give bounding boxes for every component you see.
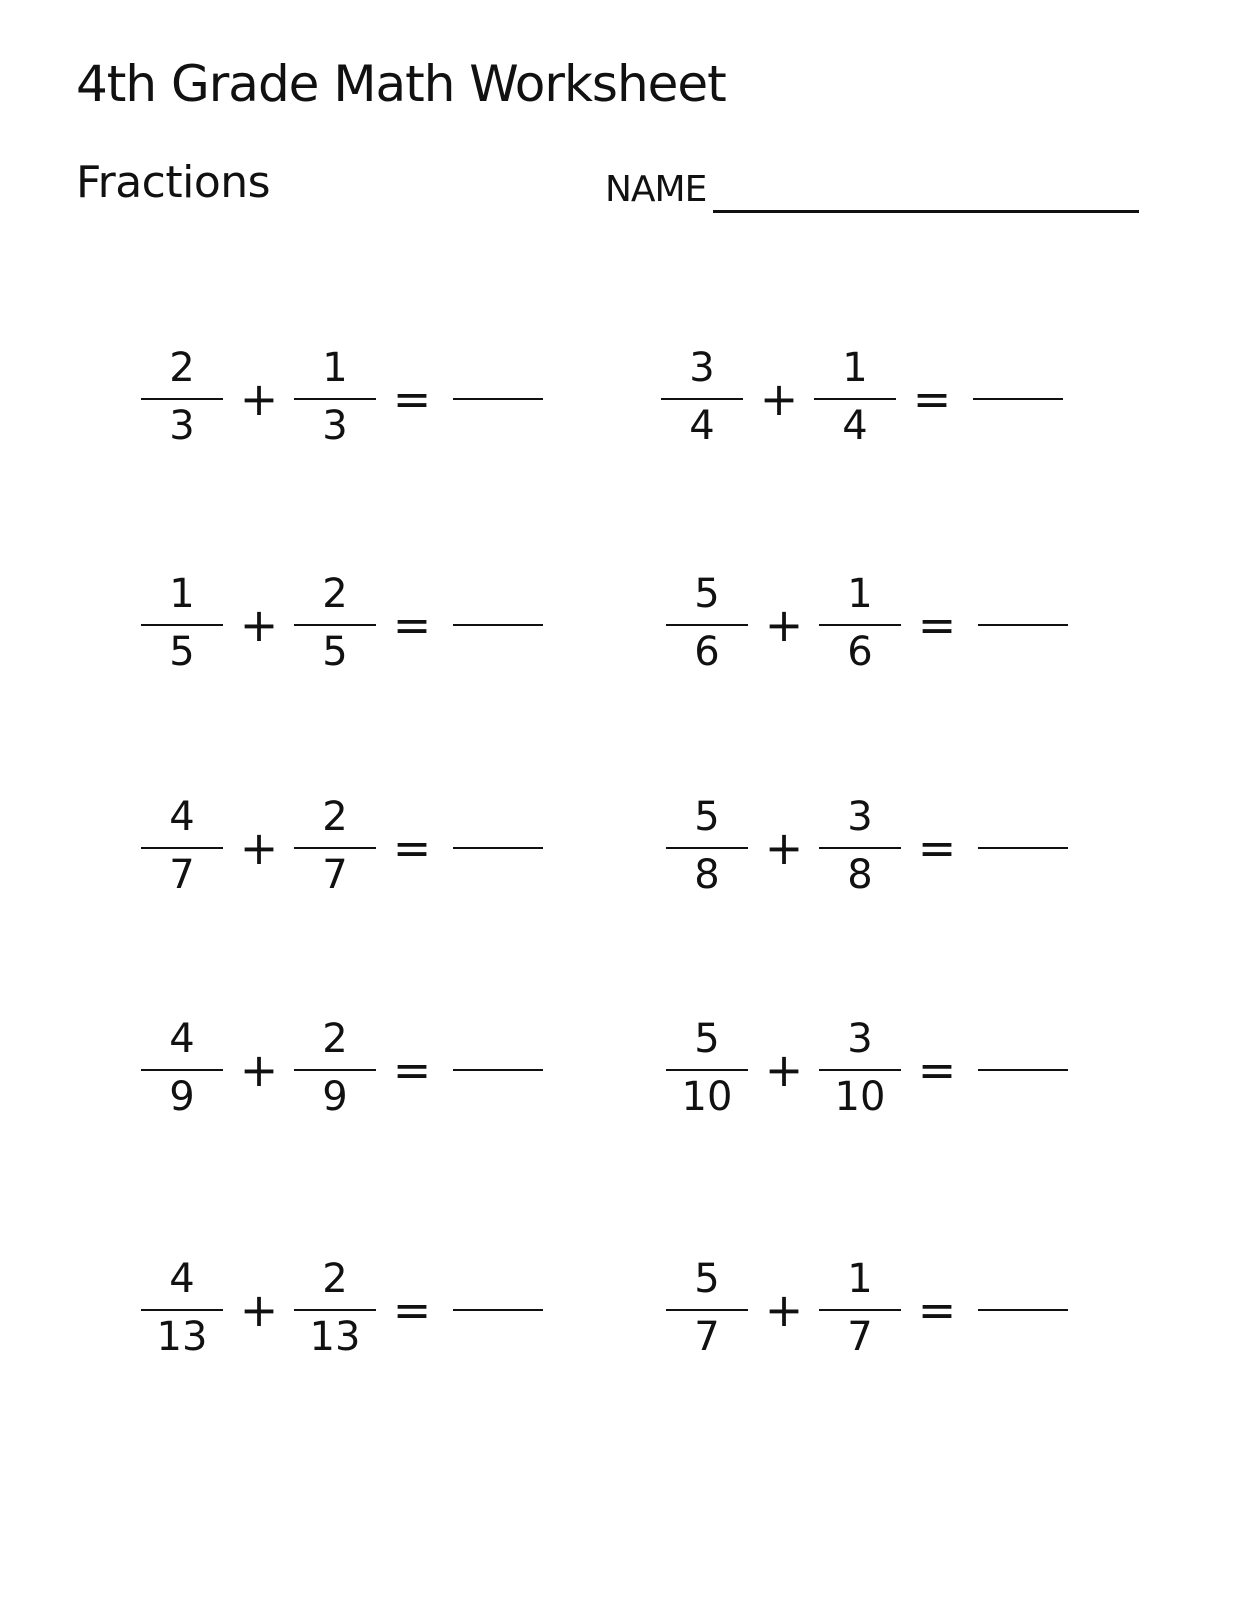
fraction-b xyxy=(294,344,376,454)
plus-sign: + xyxy=(239,1283,279,1337)
fraction-b xyxy=(819,1015,901,1125)
problem-5 xyxy=(141,793,581,903)
fraction-bar xyxy=(141,624,223,626)
equals-sign: = xyxy=(392,598,432,652)
name-field xyxy=(605,168,1140,216)
fraction-bar xyxy=(814,398,896,400)
numerator: 2 xyxy=(322,1016,348,1062)
equals-sign: = xyxy=(917,1043,957,1097)
problem-1 xyxy=(141,344,581,454)
fraction-bar xyxy=(294,1309,376,1311)
numerator: 2 xyxy=(169,345,195,391)
denominator: 3 xyxy=(322,403,348,449)
plus-sign: + xyxy=(239,372,279,426)
problem-10 xyxy=(666,1255,1106,1365)
numerator: 1 xyxy=(322,345,348,391)
plus-sign: + xyxy=(764,1283,804,1337)
fraction-bar xyxy=(294,398,376,400)
denominator: 4 xyxy=(689,403,715,449)
fraction-a xyxy=(141,344,223,454)
fraction-bar xyxy=(819,624,901,626)
denominator: 9 xyxy=(169,1074,195,1120)
denominator: 5 xyxy=(169,629,195,675)
fraction-a xyxy=(141,1255,223,1365)
problem-6 xyxy=(666,793,1106,903)
equals-sign: = xyxy=(392,372,432,426)
numerator: 4 xyxy=(169,794,195,840)
equals-sign: = xyxy=(917,1283,957,1337)
fraction-bar xyxy=(141,1069,223,1071)
denominator: 7 xyxy=(847,1314,873,1360)
fraction-bar xyxy=(666,1069,748,1071)
fraction-bar xyxy=(819,1309,901,1311)
fraction-a xyxy=(141,793,223,903)
denominator: 8 xyxy=(694,852,720,898)
denominator: 7 xyxy=(694,1314,720,1360)
fraction-b xyxy=(819,570,901,680)
denominator: 6 xyxy=(847,629,873,675)
denominator: 9 xyxy=(322,1074,348,1120)
denominator: 3 xyxy=(169,403,195,449)
fraction-bar xyxy=(661,398,743,400)
fraction-b xyxy=(814,344,896,454)
plus-sign: + xyxy=(239,821,279,875)
fraction-bar xyxy=(294,624,376,626)
fraction-bar xyxy=(294,847,376,849)
problem-7 xyxy=(141,1015,581,1125)
fraction-bar xyxy=(141,398,223,400)
fraction-bar xyxy=(666,847,748,849)
answer-line[interactable] xyxy=(453,624,543,626)
fraction-bar xyxy=(294,1069,376,1071)
fraction-bar xyxy=(666,624,748,626)
plus-sign: + xyxy=(764,598,804,652)
problem-2 xyxy=(661,344,1101,454)
numerator: 3 xyxy=(847,1016,873,1062)
worksheet-subtitle: Fractions xyxy=(76,157,271,208)
answer-line[interactable] xyxy=(978,847,1068,849)
fraction-a xyxy=(661,344,743,454)
fraction-a xyxy=(141,1015,223,1125)
plus-sign: + xyxy=(239,1043,279,1097)
numerator: 1 xyxy=(842,345,868,391)
numerator: 1 xyxy=(847,1256,873,1302)
equals-sign: = xyxy=(912,372,952,426)
fraction-bar xyxy=(819,1069,901,1071)
fraction-b xyxy=(819,793,901,903)
denominator: 13 xyxy=(156,1314,208,1360)
fraction-b xyxy=(294,1015,376,1125)
denominator: 5 xyxy=(322,629,348,675)
denominator: 7 xyxy=(322,852,348,898)
plus-sign: + xyxy=(759,372,799,426)
numerator: 2 xyxy=(322,794,348,840)
plus-sign: + xyxy=(239,598,279,652)
fraction-a xyxy=(666,570,748,680)
fraction-a xyxy=(666,1255,748,1365)
answer-line[interactable] xyxy=(453,847,543,849)
numerator: 3 xyxy=(847,794,873,840)
plus-sign: + xyxy=(764,1043,804,1097)
problem-3 xyxy=(141,570,581,680)
numerator: 4 xyxy=(169,1256,195,1302)
fraction-b xyxy=(294,793,376,903)
equals-sign: = xyxy=(392,821,432,875)
answer-line[interactable] xyxy=(453,1069,543,1071)
denominator: 8 xyxy=(847,852,873,898)
denominator: 10 xyxy=(681,1074,733,1120)
fraction-b xyxy=(819,1255,901,1365)
denominator: 13 xyxy=(309,1314,361,1360)
answer-line[interactable] xyxy=(453,398,543,400)
answer-line[interactable] xyxy=(978,1309,1068,1311)
numerator: 3 xyxy=(689,345,715,391)
answer-line[interactable] xyxy=(978,624,1068,626)
numerator: 1 xyxy=(169,571,195,617)
fraction-bar xyxy=(141,847,223,849)
problem-8 xyxy=(666,1015,1106,1125)
numerator: 5 xyxy=(694,571,720,617)
equals-sign: = xyxy=(917,821,957,875)
denominator: 10 xyxy=(834,1074,886,1120)
equals-sign: = xyxy=(917,598,957,652)
fraction-bar xyxy=(819,847,901,849)
worksheet-title: 4th Grade Math Worksheet xyxy=(76,55,726,113)
numerator: 2 xyxy=(322,571,348,617)
answer-line[interactable] xyxy=(453,1309,543,1311)
fraction-bar xyxy=(141,1309,223,1311)
denominator: 4 xyxy=(842,403,868,449)
denominator: 7 xyxy=(169,852,195,898)
fraction-a xyxy=(666,793,748,903)
plus-sign: + xyxy=(764,821,804,875)
fraction-a xyxy=(141,570,223,680)
problem-9 xyxy=(141,1255,581,1365)
numerator: 5 xyxy=(694,1016,720,1062)
denominator: 6 xyxy=(694,629,720,675)
fraction-bar xyxy=(666,1309,748,1311)
name-label: NAME xyxy=(605,169,707,210)
numerator: 1 xyxy=(847,571,873,617)
equals-sign: = xyxy=(392,1043,432,1097)
fraction-b xyxy=(294,1255,376,1365)
numerator: 4 xyxy=(169,1016,195,1062)
name-write-line[interactable] xyxy=(713,210,1139,213)
answer-line[interactable] xyxy=(973,398,1063,400)
answer-line[interactable] xyxy=(978,1069,1068,1071)
equals-sign: = xyxy=(392,1283,432,1337)
fraction-a xyxy=(666,1015,748,1125)
numerator: 2 xyxy=(322,1256,348,1302)
numerator: 5 xyxy=(694,794,720,840)
fraction-b xyxy=(294,570,376,680)
problem-4 xyxy=(666,570,1106,680)
numerator: 5 xyxy=(694,1256,720,1302)
